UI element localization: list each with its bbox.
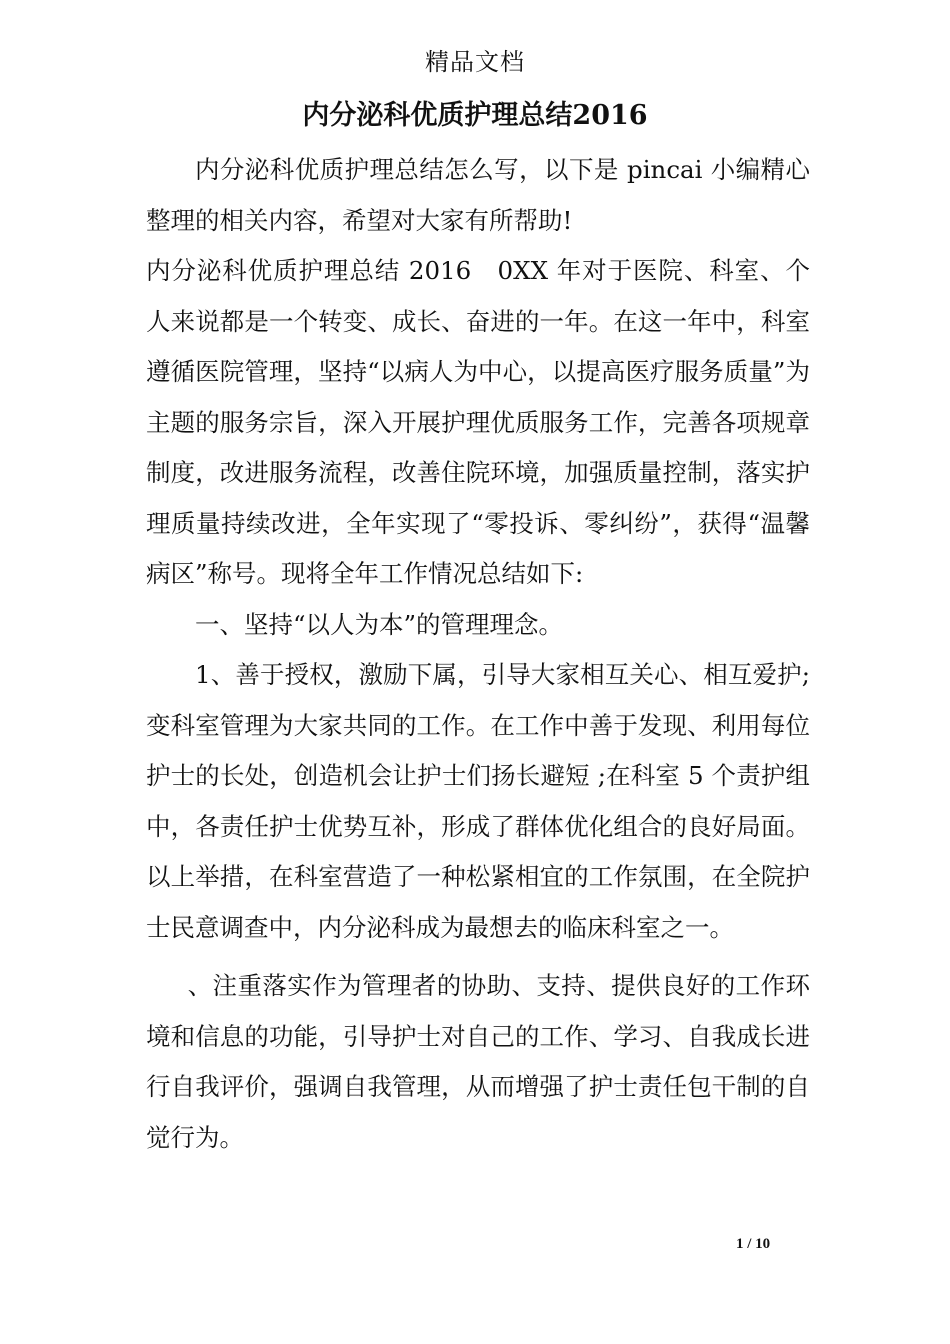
document-body [146, 145, 810, 1163]
item-paragraph-2: 、注重落实作为管理者的协助、支持、提供良好的工作环境和信息的功能，引导护士对自己的工作、学习、自我成长进行自我评价，强调自我管理，从而增强了护士责任包干制的自觉行为。 [146, 971, 810, 1152]
page-header: 精品文档 [425, 48, 525, 76]
summary-paragraph: 内分泌科优质护理总结 2016 0XX 年对于医院、科室、个人来说都是一个转变、成长、奋进的一年。在这一年中，科室遵循医院管理，坚持“以病人为中心，以提高医疗服务质量”为主题的服务宗旨，深入开展护理优质服务工作，完善各项规章制度，改进服务流程，改善住院环境，加强质量控制，落实护理质量持续改进，全年实现了“零投诉、零纠纷”，获得“温馨病区”称号。现将全年工作情况总结如下: [146, 256, 810, 588]
intro-paragraph: 内分泌科优质护理总结怎么写，以下是 pincai 小编精心整理的相关内容，希望对大家有所帮助! [146, 155, 810, 235]
document-title: 内分泌科优质护理总结2016 [302, 100, 648, 131]
section-heading: 一、坚持“以人为本”的管理理念。 [195, 609, 564, 639]
page-number: 1 / 10 [736, 1236, 771, 1252]
item-paragraph-1: 1、善于授权，激励下属，引导大家相互关心、相互爱护;变科室管理为大家共同的工作。在工作中善于发现、利用每位护士的长处，创造机会让护士们扬长避短 ;在科室 5 个责护组中，各责任护士优势互补，形成了群体优化组合的良好局面。以上举措，在科室营造了一种松紧相宜的工作氛围，在全院护士民意调查中，内分泌科成为最想去的临床科室之一。 [146, 660, 810, 942]
